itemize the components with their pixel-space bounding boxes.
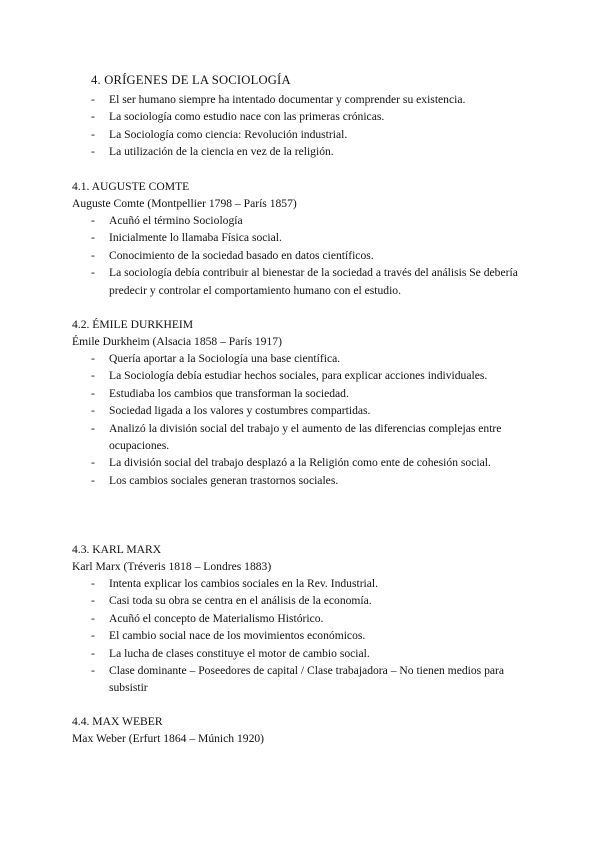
list-item: - Inicialmente lo llamaba Física social. — [91, 231, 282, 245]
bullet-list-durkheim — [91, 350, 531, 489]
bullet-list-comte — [91, 212, 521, 299]
list-item: - Acuñó el término Sociología — [91, 214, 243, 227]
list-item: - La Sociología debía estudiar hechos sociales, para explicar acciones individuales. — [91, 369, 488, 383]
section-subtitle-comte: Auguste Comte (Montpellier 1798 – París 1857) — [72, 197, 297, 210]
list-item: - La utilización de la ciencia en vez de la religión. — [91, 145, 334, 159]
section-subtitle-marx: Karl Marx (Tréveris 1818 – Londres 1883) — [72, 560, 272, 573]
list-item: - Los cambios sociales generan trastornos sociales. — [91, 473, 339, 487]
list-item: - El ser humano siempre ha intentado documentar y comprender su existencia. — [91, 93, 466, 106]
list-item: - Estudiaba los cambios que transforman la sociedad. — [91, 386, 349, 400]
list-item: - Casi toda su obra se centra en el análisis de la economía. — [91, 594, 372, 608]
section-heading-marx: 4.3. KARL MARX — [72, 543, 162, 556]
bullet-list-marx — [91, 575, 511, 697]
section-heading-durkheim: 4.2. ÉMILE DURKHEIM — [72, 318, 194, 331]
list-item: - La sociología debía contribuir al bienestar de la sociedad a través del análisis Se debería predecir y controlar el comportamiento humano con el estudio. — [91, 266, 518, 297]
list-item: - La Sociología como ciencia: Revolución industrial. — [91, 127, 348, 141]
list-item: - La lucha de clases constituye el motor de cambio social. — [91, 646, 370, 660]
section-heading-origenes: 4. ORÍGENES DE LA SOCIOLOGÍA — [91, 73, 291, 87]
section-heading-weber: 4.4. MAX WEBER — [72, 715, 163, 728]
section-subtitle-weber: Max Weber (Erfurt 1864 – Múnich 1920) — [72, 732, 265, 745]
list-item: - Intenta explicar los cambios sociales en la Rev. Industrial. — [91, 577, 379, 590]
list-item: - Conocimiento de la sociedad basado en datos científicos. — [91, 248, 374, 262]
list-item: - La división social del trabajo desplazó a la Religión como ente de cohesión social. — [91, 456, 491, 470]
list-item: - Sociedad ligada a los valores y costumbres compartidas. — [91, 404, 371, 418]
list-item: - Quería aportar a la Sociología una base científica. — [91, 352, 341, 365]
section-heading-comte: 4.1. AUGUSTE COMTE — [72, 180, 190, 193]
list-item: - Acuñó el concepto de Materialismo Histórico. — [91, 611, 324, 625]
section-subtitle-durkheim: Émile Durkheim (Alsacia 1858 – París 1917) — [72, 335, 282, 348]
list-item: - Analizó la división social del trabajo y el aumento de las diferencias complejas entre ocupaciones. — [91, 421, 502, 453]
list-item: - El cambio social nace de los movimientos económicos. — [91, 629, 366, 643]
bullet-list-origenes — [91, 91, 531, 161]
list-item: - La sociología como estudio nace con las primeras crónicas. — [91, 110, 385, 124]
list-item: - Clase dominante – Poseedores de capital / Clase trabajadora – No tienen medios para subsistir — [91, 664, 505, 695]
